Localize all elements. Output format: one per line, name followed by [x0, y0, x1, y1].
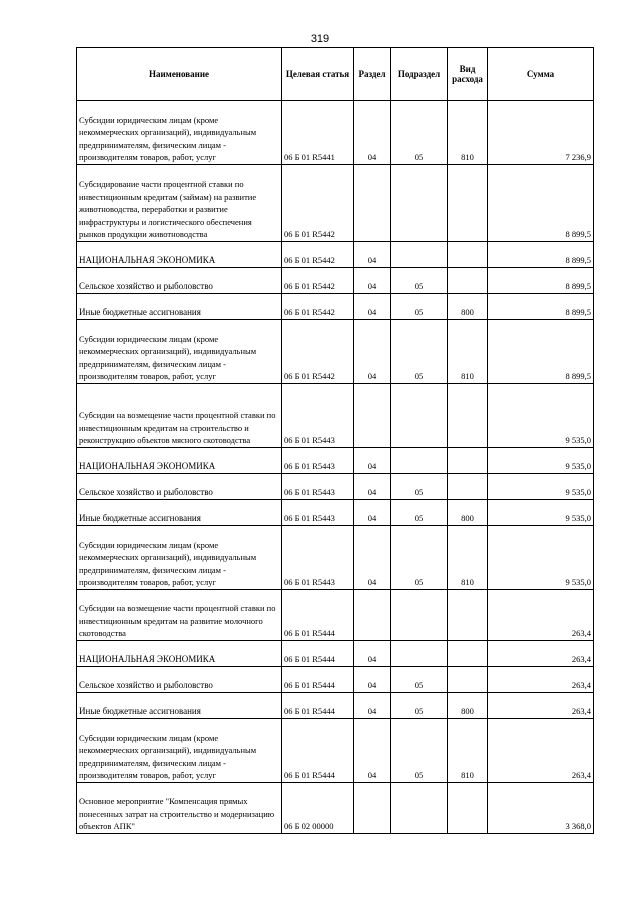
- row-kind-cell: 810: [448, 719, 488, 783]
- table-row: [77, 641, 594, 667]
- table-row: [77, 719, 594, 783]
- row-amount-cell: 8 899,5: [488, 268, 594, 294]
- row-kind-cell: 810: [448, 101, 488, 165]
- row-subsection-cell: [391, 384, 448, 448]
- row-subsection-cell: 05: [391, 667, 448, 693]
- row-name-text: Иные бюджетные ассигнования: [79, 513, 201, 524]
- row-name-cell: [77, 268, 282, 294]
- row-code-cell: 06 Б 01 R5443: [282, 474, 354, 500]
- row-code-cell: 06 Б 01 R5443: [282, 448, 354, 474]
- row-name-text: Субсидирование части процентной ставки по инвестиционным кредитам (займам) на развитие животноводства, переработки и развитие инфраструктуры и логистического обеспечения рынков продукции животноводства: [79, 179, 257, 240]
- row-section-cell: [354, 165, 391, 242]
- row-code-cell: 06 Б 01 R5444: [282, 693, 354, 719]
- row-code-cell: 06 Б 01 R5442: [282, 320, 354, 384]
- row-name-cell: [77, 526, 282, 590]
- row-kind-cell: [448, 590, 488, 641]
- row-name-text: Основное мероприятие "Компенсация прямых понесенных затрат на строительство и модернизацию объектов АПК": [79, 796, 275, 832]
- table-row: [77, 783, 594, 834]
- column-header-section: Раздел: [354, 48, 391, 101]
- row-name-text: Иные бюджетные ассигнования: [79, 706, 201, 717]
- row-code-cell: 06 Б 01 R5443: [282, 500, 354, 526]
- row-section-cell: 04: [354, 474, 391, 500]
- row-name-cell: [77, 783, 282, 834]
- row-name-cell: [77, 242, 282, 268]
- row-section-cell: [354, 590, 391, 641]
- row-code-cell: 06 Б 01 R5443: [282, 384, 354, 448]
- row-name-text: Сельское хозяйство и рыболовство: [79, 281, 213, 292]
- row-code-cell: 06 Б 01 R5444: [282, 590, 354, 641]
- row-kind-cell: 810: [448, 320, 488, 384]
- row-kind-cell: 810: [448, 526, 488, 590]
- row-subsection-cell: [391, 783, 448, 834]
- row-subsection-cell: 05: [391, 719, 448, 783]
- row-code-cell: 06 Б 01 R5441: [282, 101, 354, 165]
- row-amount-cell: 8 899,5: [488, 242, 594, 268]
- row-amount-cell: 3 368,0: [488, 783, 594, 834]
- row-code-cell: 06 Б 01 R5444: [282, 719, 354, 783]
- table-row: [77, 268, 594, 294]
- table-row: [77, 320, 594, 384]
- row-name-cell: [77, 500, 282, 526]
- row-section-cell: 04: [354, 268, 391, 294]
- table-row: [77, 590, 594, 641]
- table-row: [77, 294, 594, 320]
- row-code-cell: 06 Б 02 00000: [282, 783, 354, 834]
- row-subsection-cell: 05: [391, 268, 448, 294]
- row-name-cell: [77, 294, 282, 320]
- row-subsection-cell: [391, 165, 448, 242]
- row-name-text: Субсидии юридическим лицам (кроме некоммерческих организаций), индивидуальным предпринимателям, физическим лицам - производителям товаров, работ, услуг: [79, 732, 257, 781]
- table-row: [77, 474, 594, 500]
- table-row: [77, 693, 594, 719]
- column-header-kind: Вид расхода: [448, 48, 488, 101]
- row-amount-cell: 263,4: [488, 667, 594, 693]
- row-amount-cell: 8 899,5: [488, 165, 594, 242]
- row-kind-cell: 800: [448, 500, 488, 526]
- row-section-cell: 04: [354, 448, 391, 474]
- row-code-cell: 06 Б 01 R5442: [282, 242, 354, 268]
- row-amount-cell: 9 535,0: [488, 474, 594, 500]
- row-section-cell: 04: [354, 320, 391, 384]
- row-amount-cell: 9 535,0: [488, 448, 594, 474]
- row-name-text: НАЦИОНАЛЬНАЯ ЭКОНОМИКА: [79, 654, 216, 665]
- row-name-text: Субсидии на возмещение части процентной ставки по инвестиционным кредитам на развитие молочного скотоводства: [79, 603, 276, 639]
- row-amount-cell: 263,4: [488, 719, 594, 783]
- row-code-cell: 06 Б 01 R5444: [282, 641, 354, 667]
- row-amount-cell: 263,4: [488, 693, 594, 719]
- row-name-cell: [77, 693, 282, 719]
- row-code-cell: 06 Б 01 R5442: [282, 294, 354, 320]
- row-name-text: Субсидии юридическим лицам (кроме некоммерческих организаций), индивидуальным предпринимателям, физическим лицам - производителям товаров, работ, услуг: [79, 114, 257, 163]
- row-kind-cell: [448, 783, 488, 834]
- row-subsection-cell: 05: [391, 294, 448, 320]
- row-kind-cell: [448, 268, 488, 294]
- column-header-amount: Сумма: [488, 48, 594, 101]
- row-amount-cell: 263,4: [488, 590, 594, 641]
- column-header-code: Целевая статья: [282, 48, 354, 101]
- row-name-cell: [77, 320, 282, 384]
- table-row: [77, 242, 594, 268]
- row-subsection-cell: [391, 590, 448, 641]
- row-kind-cell: 800: [448, 294, 488, 320]
- row-section-cell: 04: [354, 500, 391, 526]
- page-number: 319: [310, 33, 330, 45]
- row-subsection-cell: [391, 641, 448, 667]
- row-name-text: Субсидии юридическим лицам (кроме некоммерческих организаций), индивидуальным предпринимателям, физическим лицам - производителям товаров, работ, услуг: [79, 333, 257, 382]
- row-amount-cell: 9 535,0: [488, 384, 594, 448]
- row-name-cell: [77, 474, 282, 500]
- row-subsection-cell: [391, 242, 448, 268]
- row-section-cell: [354, 384, 391, 448]
- row-amount-cell: 263,4: [488, 641, 594, 667]
- row-section-cell: 04: [354, 693, 391, 719]
- row-section-cell: 04: [354, 526, 391, 590]
- row-kind-cell: [448, 242, 488, 268]
- table-row: [77, 384, 594, 448]
- table-row: [77, 500, 594, 526]
- row-subsection-cell: 05: [391, 101, 448, 165]
- row-subsection-cell: 05: [391, 500, 448, 526]
- row-code-cell: 06 Б 01 R5442: [282, 268, 354, 294]
- row-subsection-cell: [391, 448, 448, 474]
- row-name-text: НАЦИОНАЛЬНАЯ ЭКОНОМИКА: [79, 255, 216, 266]
- row-name-cell: [77, 384, 282, 448]
- row-amount-cell: 9 535,0: [488, 526, 594, 590]
- row-kind-cell: [448, 384, 488, 448]
- row-kind-cell: [448, 165, 488, 242]
- row-section-cell: 04: [354, 719, 391, 783]
- row-name-text: Субсидии юридическим лицам (кроме некоммерческих организаций), индивидуальным предпринимателям, физическим лицам - производителям товаров, работ, услуг: [79, 539, 257, 588]
- row-name-text: Сельское хозяйство и рыболовство: [79, 680, 213, 691]
- table-row: [77, 526, 594, 590]
- row-code-cell: 06 Б 01 R5443: [282, 526, 354, 590]
- row-name-cell: [77, 667, 282, 693]
- budget-table: [76, 47, 594, 834]
- row-section-cell: 04: [354, 667, 391, 693]
- row-amount-cell: 8 899,5: [488, 320, 594, 384]
- row-name-text: НАЦИОНАЛЬНАЯ ЭКОНОМИКА: [79, 461, 216, 472]
- row-section-cell: [354, 783, 391, 834]
- row-section-cell: 04: [354, 294, 391, 320]
- table-row: [77, 101, 594, 165]
- table-row: [77, 667, 594, 693]
- row-name-text: Сельское хозяйство и рыболовство: [79, 487, 213, 498]
- table-row: [77, 165, 594, 242]
- row-amount-cell: 9 535,0: [488, 500, 594, 526]
- row-subsection-cell: 05: [391, 693, 448, 719]
- row-name-text: Субсидии на возмещение части процентной ставки по инвестиционным кредитам на строительство и реконструкцию объектов мясного скотоводства: [79, 410, 276, 446]
- row-name-cell: [77, 590, 282, 641]
- row-kind-cell: [448, 641, 488, 667]
- row-section-cell: 04: [354, 101, 391, 165]
- row-subsection-cell: 05: [391, 526, 448, 590]
- table-row: [77, 448, 594, 474]
- row-kind-cell: 800: [448, 693, 488, 719]
- column-header-subsection: Подраздел: [391, 48, 448, 101]
- row-kind-cell: [448, 474, 488, 500]
- row-code-cell: 06 Б 01 R5442: [282, 165, 354, 242]
- column-header-name: Наименование: [77, 48, 282, 101]
- row-kind-cell: [448, 448, 488, 474]
- row-subsection-cell: 05: [391, 474, 448, 500]
- row-name-cell: [77, 641, 282, 667]
- row-subsection-cell: 05: [391, 320, 448, 384]
- row-name-text: Иные бюджетные ассигнования: [79, 307, 201, 318]
- table-header-row: [77, 48, 594, 101]
- row-section-cell: 04: [354, 242, 391, 268]
- table-body: [77, 101, 594, 834]
- row-name-cell: [77, 101, 282, 165]
- row-name-cell: [77, 719, 282, 783]
- row-amount-cell: 7 236,9: [488, 101, 594, 165]
- row-amount-cell: 8 899,5: [488, 294, 594, 320]
- row-name-cell: [77, 165, 282, 242]
- row-section-cell: 04: [354, 641, 391, 667]
- row-code-cell: 06 Б 01 R5444: [282, 667, 354, 693]
- row-name-cell: [77, 448, 282, 474]
- row-kind-cell: [448, 667, 488, 693]
